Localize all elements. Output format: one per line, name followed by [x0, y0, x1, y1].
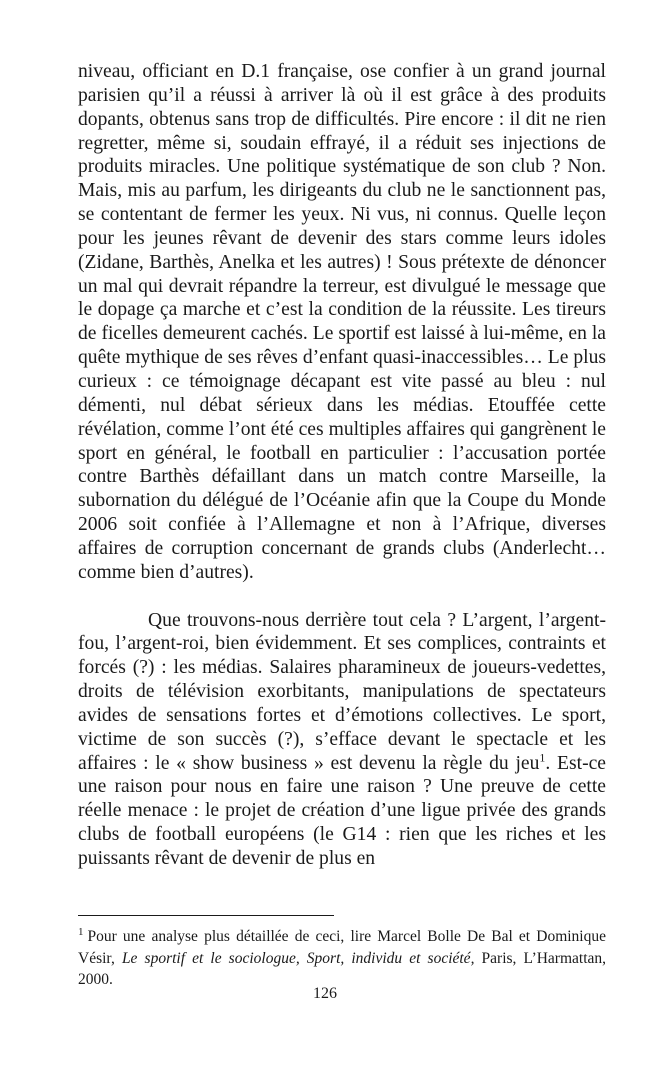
- page-body: [78, 60, 606, 871]
- footnote: [78, 926, 606, 991]
- paragraph-2: [78, 609, 606, 871]
- footnote-mark: 1: [78, 925, 84, 938]
- paragraph-2-text-before: Que trouvons-nous derrière tout cela ? L’argent, l’argent-fou, l’argent-roi, bien évidemment. Et ses complices, contraints et forcés (?) : les médias. Salaires pharamineux de joueurs-vedettes, droits de télévision exorbitants, manipulations de spectateurs avides de sensations fortes et d’émotions collectives. Le sport, victime de son succès (?), s’efface devant le spectacle et les affaires : le « show business » est devenu la règle du jeu: [78, 609, 606, 774]
- footnote-text-before: Pour une analyse plus détaillée de ceci, lire Marcel Bolle De Bal et Dominique Vésir,: [78, 928, 606, 967]
- paragraph-1: niveau, officiant en D.1 française, ose confier à un grand journal parisien qu’il a réussi à arriver là où il est grâce à des produits dopants, obtenus sans trop de difficultés. Pire encore : il dit ne rien regretter, même si, soudain effrayé, il a réduit ses injections de produits miracles. Une politique systématique de son club ? Non. Mais, mis au parfum, les dirigeants du club ne le sanctionnent pas, se contentant de fermer les yeux. Ni vus, ni connus. Quelle leçon pour les jeunes rêvant de devenir des stars comme leurs idoles (Zidane, Barthès, Anelka et les autres) ! Sous prétexte de dénoncer un mal qui devrait répandre la terreur, est divulgué le message que le dopage ça marche et c’est la condition de la réussite. Les tireurs de ficelles demeurent cachés. Le sportif est laissé à lui-même, en la quête mythique de ses rêves d’enfant quasi-inaccessibles… Le plus curieux : ce témoignage décapant est vite passé au bleu : nul démenti, nul débat sérieux dans les médias. Etouffée cette révélation, comme l’ont été ces multiples affaires qui gangrènent le sport en général, le football en particulier : l’accusation portée contre Barthès défaillant dans un match contre Marseille, la subornation du délégué de l’Océanie afin que la Coupe du Monde 2006 soit confiée à l’Allemagne et non à l’Afrique, diverses affaires de corruption concernant de grands clubs (Anderlecht… comme bien d’autres).: [78, 61, 606, 583]
- page-number: 126: [313, 985, 337, 1002]
- footnote-text-after: Paris, L’Harmattan, 2000.: [78, 949, 607, 988]
- paragraph-2-text-after: . Est-ce une raison pour nous en faire une raison ? Une preuve de cette réelle menace : le projet de création d’une ligue privée des grands clubs de football européens (le G14 : rien que les riches et les puissants rêvant de devenir de plus en: [78, 752, 606, 869]
- footnote-book-title: Le sportif et le sociologue, Sport, individu et société,: [121, 949, 475, 967]
- footnote-divider: [78, 915, 334, 916]
- footnote-reference[interactable]: 1: [539, 750, 546, 765]
